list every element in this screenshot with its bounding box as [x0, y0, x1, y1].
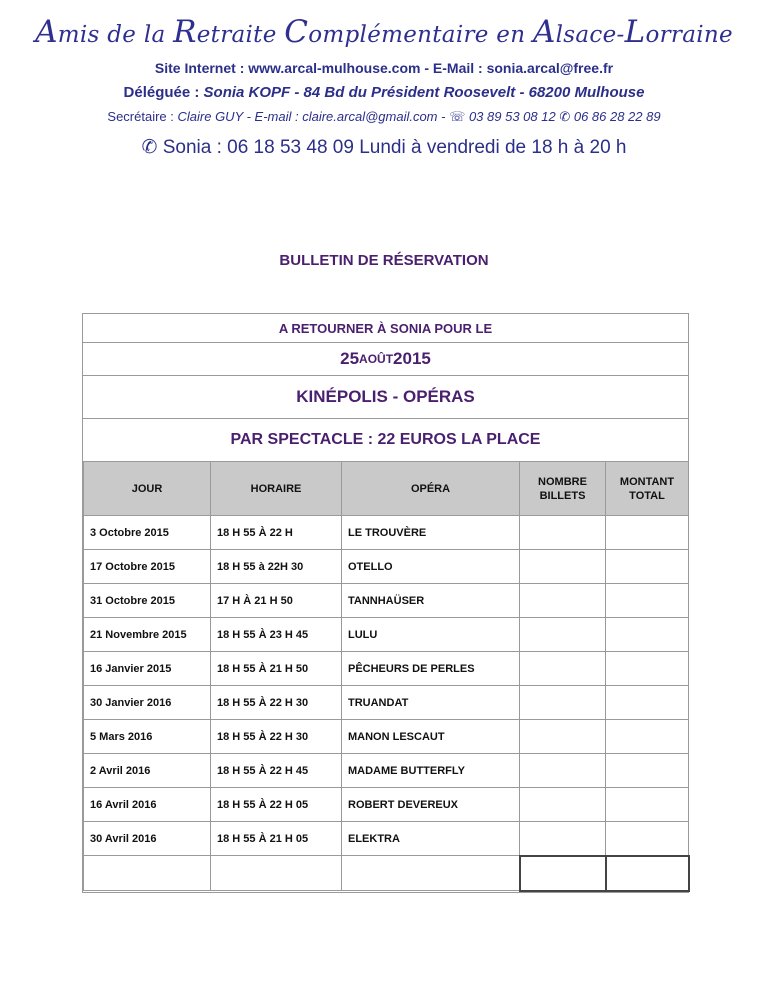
cell-horaire: 18 H 55 à 22H 30	[211, 550, 342, 584]
cell-jour: 30 Janvier 2016	[84, 686, 211, 720]
organization-name	[0, 14, 768, 50]
empty-cell	[342, 856, 520, 891]
return-date: 25 AOÛT 2015	[83, 343, 688, 376]
cell-jour: 30 Avril 2016	[84, 822, 211, 856]
cell-opera: PÊCHEURS DE PERLES	[342, 652, 520, 686]
empty-cell	[84, 856, 211, 891]
cell-montant-total[interactable]	[606, 720, 689, 754]
cell-opera: LE TROUVÈRE	[342, 516, 520, 550]
website-link[interactable]: www.arcal-mulhouse.com	[248, 60, 421, 76]
sonia-contact-line: ✆ Sonia : 06 18 53 48 09 Lundi à vendredi de 18 h à 20 h	[141, 137, 627, 158]
reservation-form	[82, 313, 689, 893]
cell-horaire: 18 H 55 À 21 H 50	[211, 652, 342, 686]
cell-nombre-billets[interactable]	[520, 822, 606, 856]
cell-opera: ELEKTRA	[342, 822, 520, 856]
reservation-table	[83, 461, 690, 892]
cell-opera: ROBERT DEVEREUX	[342, 788, 520, 822]
org-name-part: lsace-	[555, 22, 625, 48]
cell-montant-total[interactable]	[606, 584, 689, 618]
empty-cell	[211, 856, 342, 891]
cell-jour: 17 Octobre 2015	[84, 550, 211, 584]
table-row	[84, 822, 689, 856]
table-row	[84, 618, 689, 652]
org-name-part: orraine	[645, 22, 733, 48]
delegate-line: Déléguée : Sonia KOPF - 84 Bd du Président Roosevelt - 68200 Mulhouse	[123, 84, 645, 101]
page-title: BULLETIN DE RÉSERVATION	[279, 252, 489, 269]
cell-jour: 3 Octobre 2015	[84, 516, 211, 550]
header-jour: JOUR	[84, 462, 211, 516]
cell-jour: 21 Novembre 2015	[84, 618, 211, 652]
table-row	[84, 686, 689, 720]
cell-opera: MANON LESCAUT	[342, 720, 520, 754]
table-row	[84, 652, 689, 686]
cell-montant-total[interactable]	[606, 550, 689, 584]
org-name-part: mis de la	[57, 22, 174, 48]
cell-horaire: 18 H 55 À 22 H 30	[211, 720, 342, 754]
total-billets-cell[interactable]	[520, 856, 606, 891]
org-name-capital: C	[284, 14, 309, 50]
cell-montant-total[interactable]	[606, 618, 689, 652]
cell-opera: TANNHAÜSER	[342, 584, 520, 618]
header-opera: OPÉRA	[342, 462, 520, 516]
cell-nombre-billets[interactable]	[520, 686, 606, 720]
org-name-part: omplémentaire en	[308, 22, 533, 48]
cell-horaire: 18 H 55 À 23 H 45	[211, 618, 342, 652]
cell-opera: LULU	[342, 618, 520, 652]
cell-montant-total[interactable]	[606, 754, 689, 788]
cell-opera: MADAME BUTTERFLY	[342, 754, 520, 788]
cell-montant-total[interactable]	[606, 788, 689, 822]
cell-jour: 5 Mars 2016	[84, 720, 211, 754]
cell-nombre-billets[interactable]	[520, 652, 606, 686]
cell-horaire: 18 H 55 À 22 H 05	[211, 788, 342, 822]
org-name-capital: L	[624, 14, 646, 50]
cell-horaire: 17 H À 21 H 50	[211, 584, 342, 618]
header-horaire: HORAIRE	[211, 462, 342, 516]
header-nombre-billets: NOMBRE BILLETS	[520, 462, 606, 516]
cell-opera: OTELLO	[342, 550, 520, 584]
email-link[interactable]: sonia.arcal@free.fr	[486, 60, 614, 76]
cell-montant-total[interactable]	[606, 652, 689, 686]
totals-row	[84, 856, 689, 891]
cell-nombre-billets[interactable]	[520, 618, 606, 652]
total-montant-cell[interactable]	[606, 856, 689, 891]
cell-jour: 16 Avril 2016	[84, 788, 211, 822]
table-row	[84, 754, 689, 788]
cell-montant-total[interactable]	[606, 686, 689, 720]
website-line: Site Internet : www.arcal-mulhouse.com - E-Mail : sonia.arcal@free.fr	[154, 60, 614, 76]
cell-horaire: 18 H 55 À 22 H 45	[211, 754, 342, 788]
cell-jour: 16 Janvier 2015	[84, 652, 211, 686]
org-name-capital: A	[532, 14, 556, 50]
cell-nombre-billets[interactable]	[520, 584, 606, 618]
org-name-capital: A	[35, 14, 58, 50]
table-row	[84, 516, 689, 550]
org-name-part: etraite	[196, 22, 285, 48]
secretary-line: Secrétaire : Claire GUY - E-mail : claire.arcal@gmail.com - ☏ 03 89 53 08 12 ✆ 06 86 28 22 89	[107, 109, 661, 124]
table-header	[84, 462, 689, 516]
cell-montant-total[interactable]	[606, 516, 689, 550]
cell-nombre-billets[interactable]	[520, 720, 606, 754]
cell-nombre-billets[interactable]	[520, 550, 606, 584]
cell-horaire: 18 H 55 À 22 H	[211, 516, 342, 550]
mobile-phone-icon: ✆	[559, 109, 571, 124]
cell-montant-total[interactable]	[606, 822, 689, 856]
cell-opera: TRUANDAT	[342, 686, 520, 720]
cell-nombre-billets[interactable]	[520, 754, 606, 788]
return-to-label: A RETOURNER À SONIA POUR LE	[83, 314, 688, 343]
cell-jour: 2 Avril 2016	[84, 754, 211, 788]
cell-horaire: 18 H 55 À 21 H 05	[211, 822, 342, 856]
cell-nombre-billets[interactable]	[520, 788, 606, 822]
table-row	[84, 550, 689, 584]
table-row	[84, 720, 689, 754]
cell-jour: 31 Octobre 2015	[84, 584, 211, 618]
event-title: KINÉPOLIS - OPÉRAS	[83, 376, 688, 419]
table-row	[84, 788, 689, 822]
cell-nombre-billets[interactable]	[520, 516, 606, 550]
cell-horaire: 18 H 55 À 22 H 30	[211, 686, 342, 720]
price-info: PAR SPECTACLE : 22 EUROS LA PLACE	[230, 431, 541, 448]
org-name-capital: R	[173, 14, 197, 50]
mobile-phone-icon: ✆	[141, 137, 158, 158]
telephone-icon: ☏	[449, 109, 466, 124]
header-montant-total: MONTANT TOTAL	[606, 462, 689, 516]
table-row	[84, 584, 689, 618]
